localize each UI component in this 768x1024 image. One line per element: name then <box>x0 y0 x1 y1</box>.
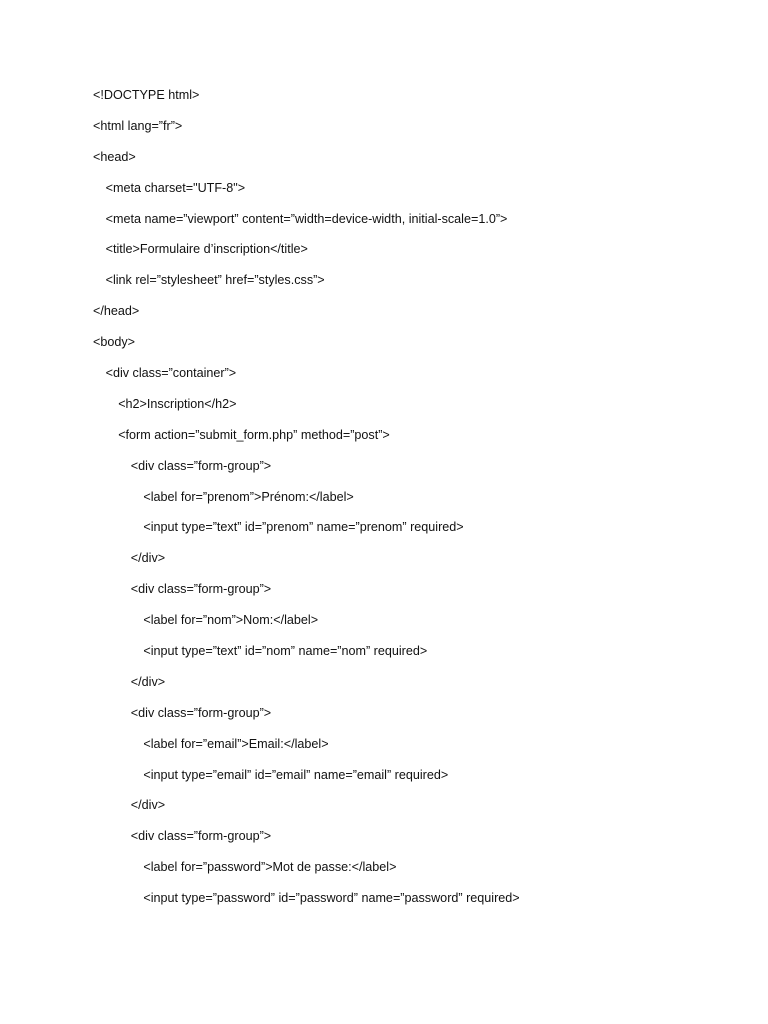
code-line: <label for=”prenom”>Prénom:</label> <box>143 489 354 504</box>
document-body <box>93 86 733 920</box>
code-line: <div class=”form-group”> <box>130 458 272 473</box>
code-line: <html lang=”fr”> <box>93 118 183 133</box>
code-line: <title>Formulaire d’inscription</title> <box>105 242 308 257</box>
code-line: <input type=”email” id=”email” name=”email” required> <box>143 767 449 782</box>
code-line: <div class=”form-group”> <box>130 705 272 720</box>
code-line: <div class=”form-group”> <box>130 582 272 597</box>
code-line: <h2>Inscription</h2> <box>118 396 237 411</box>
code-line: <input type=”text” id=”nom” name=”nom” required> <box>143 644 428 659</box>
code-line: <label for=”email”>Email:</label> <box>143 736 329 751</box>
code-line: <input type=”text” id=”prenom” name=”prenom” required> <box>143 520 464 535</box>
code-line: <meta name=”viewport” content=”width=device-width, initial-scale=1.0”> <box>105 211 508 226</box>
code-line: <head> <box>93 149 136 164</box>
code-line: <input type=”password” id=”password” name=”password” required> <box>143 891 520 906</box>
code-line: </div> <box>130 674 166 689</box>
code-line: </head> <box>93 304 140 319</box>
code-line: </div> <box>130 551 166 566</box>
code-line: <meta charset="UTF-8"> <box>105 180 246 195</box>
code-line: <label for=”password”>Mot de passe:</label> <box>143 860 397 875</box>
code-line: <div class=”container”> <box>105 366 237 381</box>
code-line: <body> <box>93 335 136 350</box>
code-line: <form action=”submit_form.php” method=”post”> <box>118 427 390 442</box>
code-line: <!DOCTYPE html> <box>93 88 200 102</box>
code-line: <div class=”form-group”> <box>130 829 272 844</box>
code-line: <link rel=”stylesheet” href=”styles.css”> <box>105 273 325 288</box>
code-line: <label for=”nom”>Nom:</label> <box>143 613 319 628</box>
code-line: </div> <box>130 798 166 813</box>
